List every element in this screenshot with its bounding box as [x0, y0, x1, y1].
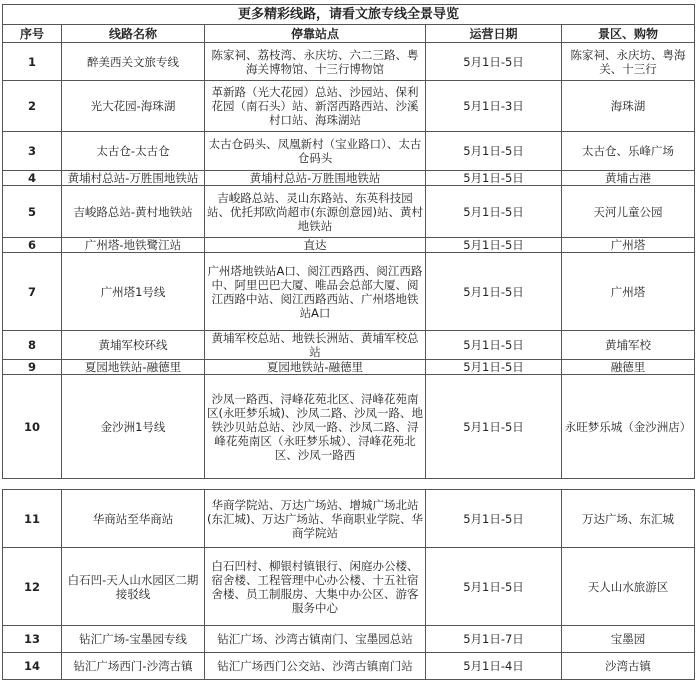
table-row	[3, 132, 695, 171]
route-dates: 5月1日-5日	[426, 331, 562, 360]
route-stops: 广州塔地铁站A口、阅江西路西、阅江西路中、阿里巴巴大厦、唯品会总部大厦、阅江西路中站、阅江西路西站、广州塔地铁站A口	[205, 253, 426, 331]
route-no: 8	[3, 331, 62, 360]
route-stops: 钻汇广场、沙湾古镇南门、宝墨园总站	[205, 626, 426, 653]
route-scenic: 海珠湖	[562, 81, 695, 132]
route-dates: 5月1日-4日	[426, 653, 562, 680]
route-stops: 太古仓码头、凤凰新村（宝业路口）、太古仓码头	[205, 132, 426, 171]
route-no: 7	[3, 253, 62, 331]
header-stops: 停靠站点	[205, 25, 426, 43]
route-no: 11	[3, 490, 62, 548]
route-stops: 夏园地铁站-融德里	[205, 360, 426, 375]
route-stops: 黄埔村总站-万胜围地铁站	[205, 171, 426, 186]
route-table-part1	[2, 4, 695, 479]
route-name: 钻汇广场-宝墨园专线	[62, 626, 205, 653]
route-no: 12	[3, 548, 62, 626]
table-row	[3, 331, 695, 360]
route-scenic: 广州塔	[562, 238, 695, 253]
route-dates: 5月1日-5日	[426, 253, 562, 331]
route-name: 醉美西关文旅专线	[62, 43, 205, 81]
route-name: 吉峻路总站-黄村地铁站	[62, 186, 205, 238]
route-no: 6	[3, 238, 62, 253]
table-row	[3, 43, 695, 81]
route-name: 夏园地铁站-融德里	[62, 360, 205, 375]
route-dates: 5月1日-5日	[426, 360, 562, 375]
table-row	[3, 653, 695, 680]
table-row	[3, 626, 695, 653]
route-scenic: 永旺梦乐城（金沙洲店）	[562, 375, 695, 479]
route-stops: 白石凹村、柳银村镇银行、闲庭办公楼、宿舍楼、工程管理中心办公楼、十五社宿舍楼、员工制服房、大集中办公区、游客服务中心	[205, 548, 426, 626]
route-no: 14	[3, 653, 62, 680]
route-stops: 革新路（光大花园）总站、沙园站、保利花园（南石头）站、新滘西路西站、沙溪村口站、海珠湖站	[205, 81, 426, 132]
route-no: 1	[3, 43, 62, 81]
header-row	[3, 25, 695, 43]
route-stops: 钻汇广场西门公交站、沙湾古镇南门站	[205, 653, 426, 680]
route-name: 钻汇广场西门-沙湾古镇	[62, 653, 205, 680]
route-dates: 5月1日-5日	[426, 238, 562, 253]
table-row	[3, 548, 695, 626]
table-row	[3, 360, 695, 375]
route-stops: 陈家祠、荔枝湾、永庆坊、六二三路、粤海关博物馆、十三行博物馆	[205, 43, 426, 81]
route-no: 3	[3, 132, 62, 171]
route-stops: 华商学院站、万达广场站、增城广场北站(东汇城)、万达广场站、华商职业学院、华商学院站	[205, 490, 426, 548]
route-scenic: 黄埔军校	[562, 331, 695, 360]
route-dates: 5月1日-5日	[426, 375, 562, 479]
route-scenic: 天人山水旅游区	[562, 548, 695, 626]
route-no: 13	[3, 626, 62, 653]
header-scenic: 景区、购物	[562, 25, 695, 43]
route-name: 金沙洲1号线	[62, 375, 205, 479]
route-stops: 沙凤一路西、浔峰花苑北区、浔峰花苑南区(永旺梦乐城)、沙凤二路、沙凤一路、地铁沙贝站总站、沙凤一路、沙凤二路、浔峰花苑南区（永旺梦乐城）、浔峰花苑北区、沙凤一路西	[205, 375, 426, 479]
table-row	[3, 375, 695, 479]
route-scenic: 陈家祠、永庆坊、粤海关、十三行	[562, 43, 695, 81]
route-name: 白石凹-天人山水园区二期接驳线	[62, 548, 205, 626]
table-title: 更多精彩线路，请看文旅专线全景导览	[3, 5, 695, 25]
route-no: 10	[3, 375, 62, 479]
route-stops: 直达	[205, 238, 426, 253]
route-no: 9	[3, 360, 62, 375]
route-name: 太古仓-太古仓	[62, 132, 205, 171]
table-row	[3, 81, 695, 132]
route-scenic: 宝墨园	[562, 626, 695, 653]
header-no: 序号	[3, 25, 62, 43]
route-name: 广州塔1号线	[62, 253, 205, 331]
table-row	[3, 186, 695, 238]
route-name: 广州塔-地铁鹭江站	[62, 238, 205, 253]
route-no: 2	[3, 81, 62, 132]
route-scenic: 黄埔古港	[562, 171, 695, 186]
route-stops: 吉峻路总站、灵山东路站、东英科技园站、优托邦欧尚超市(东源创意园)站、黄村地铁站	[205, 186, 426, 238]
route-dates: 5月1日-5日	[426, 132, 562, 171]
route-scenic: 广州塔	[562, 253, 695, 331]
route-scenic: 万达广场、东汇城	[562, 490, 695, 548]
route-name: 光大花园-海珠湖	[62, 81, 205, 132]
header-route-name: 线路名称	[62, 25, 205, 43]
header-dates: 运营日期	[426, 25, 562, 43]
route-dates: 5月1日-5日	[426, 490, 562, 548]
route-dates: 5月1日-5日	[426, 43, 562, 81]
table-row	[3, 490, 695, 548]
route-name: 黄埔军校环线	[62, 331, 205, 360]
route-name: 华商站至华商站	[62, 490, 205, 548]
route-dates: 5月1日-5日	[426, 171, 562, 186]
table-row	[3, 253, 695, 331]
route-dates: 5月1日-7日	[426, 626, 562, 653]
route-no: 4	[3, 171, 62, 186]
route-name: 黄埔村总站-万胜围地铁站	[62, 171, 205, 186]
route-scenic: 融德里	[562, 360, 695, 375]
route-stops: 黄埔军校总站、地铁长洲站、黄埔军校总站	[205, 331, 426, 360]
route-dates: 5月1日-5日	[426, 548, 562, 626]
table-row	[3, 238, 695, 253]
route-scenic: 天河儿童公园	[562, 186, 695, 238]
route-dates: 5月1日-5日	[426, 186, 562, 238]
route-scenic: 沙湾古镇	[562, 653, 695, 680]
table-row	[3, 171, 695, 186]
route-scenic: 太古仓、乐峰广场	[562, 132, 695, 171]
route-no: 5	[3, 186, 62, 238]
route-dates: 5月1日-3日	[426, 81, 562, 132]
route-table-part2	[2, 489, 695, 680]
